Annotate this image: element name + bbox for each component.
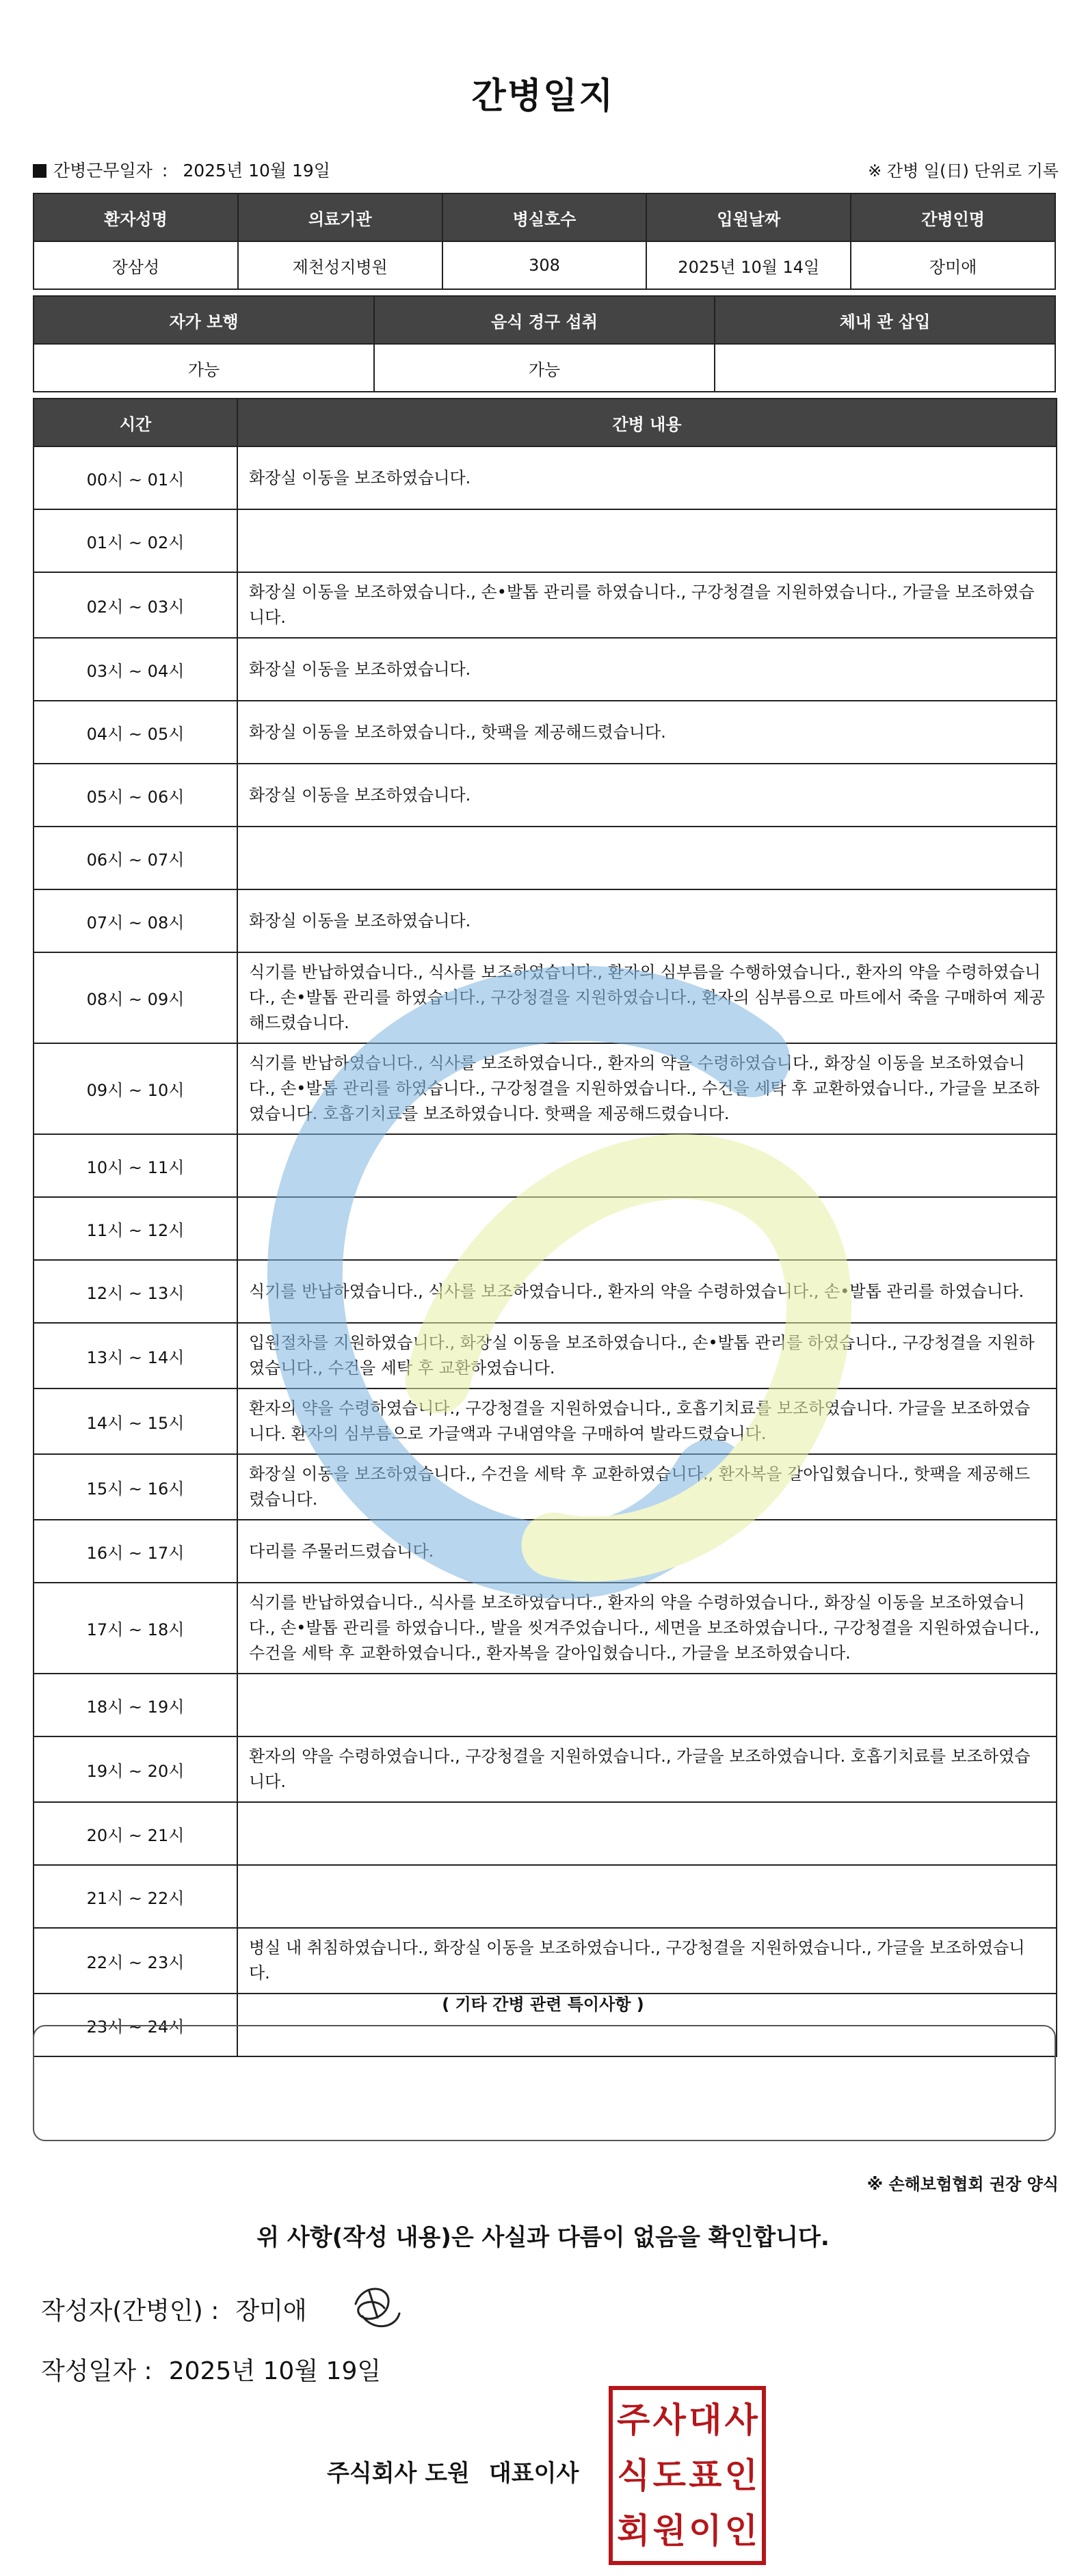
log-row — [34, 764, 1057, 827]
log-time: 12시 ~ 13시 — [34, 1260, 237, 1323]
log-time: 05시 ~ 06시 — [34, 764, 237, 827]
signature-icon — [342, 2277, 403, 2338]
log-time: 14시 ~ 15시 — [34, 1388, 237, 1454]
seal-char: 주 — [617, 2400, 650, 2441]
log-row — [34, 572, 1057, 638]
seal-char: 사 — [724, 2400, 758, 2441]
ceo-label: 대표이사 — [488, 2460, 579, 2487]
log-content: 입원절차를 지원하였습니다., 화장실 이동을 보조하였습니다., 손•발톱 관리를 하였습니다., 구강청결을 지원하였습니다., 수건을 세탁 후 교환하였습니다. — [237, 1323, 1057, 1388]
oral-intake-value: 가능 — [374, 344, 715, 392]
admission-date: 2025년 10월 14일 — [646, 241, 851, 289]
log-content: 화장실 이동을 보조하였습니다. — [237, 446, 1057, 509]
log-row — [34, 1134, 1057, 1197]
log-row — [34, 1520, 1057, 1583]
log-time: 08시 ~ 09시 — [34, 952, 237, 1043]
work-date-colon: : — [161, 161, 168, 180]
seal-char: 이 — [689, 2510, 722, 2551]
log-row — [34, 952, 1057, 1043]
log-row — [34, 701, 1057, 764]
log-row — [34, 1802, 1057, 1865]
header-care-content: 간병 내용 — [237, 399, 1057, 446]
log-time: 16시 ~ 17시 — [34, 1520, 237, 1583]
log-content — [237, 509, 1057, 572]
work-date-value: 2025년 10월 19일 — [183, 161, 330, 180]
log-content: 식기를 반납하였습니다., 식사를 보조하였습니다., 환자의 약을 수령하였습니다., 화장실 이동을 보조하였습니다., 손•발톱 관리를 하였습니다., 발을 씻겨주었습니다., 세면을 보조하였습니다., 구강청결을 지원하였습니다., 수건을 세탁 후 교환하였습니다., 환자복을 갈아입혔습니다., 가글을 보조하였습니다. — [237, 1583, 1057, 1674]
log-time: 03시 ~ 04시 — [34, 638, 237, 701]
log-content: 식기를 반납하였습니다., 식사를 보조하였습니다., 환자의 약을 수령하였습니다., 손•발톱 관리를 하였습니다. — [237, 1260, 1057, 1323]
association-note: ※ 손해보험협회 권장 양식 — [866, 2175, 1059, 2194]
log-content: 식기를 반납하였습니다., 식사를 보조하였습니다., 환자의 약을 수령하였습니다., 화장실 이동을 보조하였습니다., 손•발톱 관리를 하였습니다., 구강청결을 지원하였습니다., 수건을 세탁 후 교환하였습니다., 가글을 보조하였습니다. 호흡기치료를 보조하였습니다. 핫팩을 제공해드렸습니다. — [237, 1043, 1057, 1134]
header-caregiver-name: 간병인명 — [851, 193, 1055, 241]
log-content: 환자의 약을 수령하였습니다., 구강청결을 지원하였습니다., 호흡기치료를 보조하였습니다. 가글을 보조하였습니다. 환자의 심부름으로 가글액과 구내염약을 구매하여 발라드렸습니다. — [237, 1388, 1057, 1454]
log-row — [34, 1583, 1057, 1674]
log-content — [237, 827, 1057, 889]
log-time: 18시 ~ 19시 — [34, 1674, 237, 1736]
room-number: 308 — [442, 241, 647, 289]
seal-char: 사 — [652, 2400, 686, 2441]
seal-char: 대 — [689, 2400, 722, 2441]
square-bullet-icon — [33, 164, 47, 178]
hospital-name: 제천성지병원 — [238, 241, 442, 289]
log-time: 15시 ~ 16시 — [34, 1454, 237, 1520]
seal-char: 원 — [652, 2510, 686, 2551]
log-row — [34, 446, 1057, 509]
log-time: 04시 ~ 05시 — [34, 701, 237, 764]
log-time: 00시 ~ 01시 — [34, 446, 237, 509]
write-date-label: 작성일자 : — [41, 2357, 153, 2385]
log-row — [34, 1928, 1057, 1994]
log-row — [34, 1736, 1057, 1802]
header-admission-date: 입원날짜 — [646, 193, 851, 241]
confirmation-statement: 위 사항(작성 내용)은 사실과 다름이 없음을 확인합니다. — [256, 2224, 830, 2251]
log-content — [237, 1865, 1057, 1928]
log-row — [34, 1454, 1057, 1520]
writer-line — [41, 2292, 307, 2326]
writer-name: 장미애 — [235, 2297, 307, 2325]
header-patient-name: 환자성명 — [34, 193, 238, 241]
log-content: 화장실 이동을 보조하였습니다., 핫팩을 제공해드렸습니다. — [237, 701, 1057, 764]
log-time: 22시 ~ 23시 — [34, 1928, 237, 1994]
log-row — [34, 1865, 1057, 1928]
log-row — [34, 1043, 1057, 1134]
log-row — [34, 1197, 1057, 1260]
log-time: 02시 ~ 03시 — [34, 572, 237, 638]
log-time: 21시 ~ 22시 — [34, 1865, 237, 1928]
seal-char: 인 — [724, 2455, 758, 2495]
log-content — [237, 1674, 1057, 1736]
log-content: 화장실 이동을 보조하였습니다. — [237, 889, 1057, 952]
log-content: 병실 내 취침하였습니다., 화장실 이동을 보조하였습니다., 구강청결을 지원하였습니다., 가글을 보조하였습니다. — [237, 1928, 1057, 1994]
patient-ability-table — [33, 295, 1056, 392]
hourly-log-table — [33, 398, 1057, 2057]
header-self-walking: 자가 보행 — [34, 296, 374, 344]
log-content: 화장실 이동을 보조하였습니다. — [237, 638, 1057, 701]
log-body — [34, 446, 1057, 2056]
patient-name: 장삼성 — [34, 241, 238, 289]
header-room-number: 병실호수 — [442, 193, 647, 241]
work-date-line — [33, 157, 330, 182]
header-tube-insertion: 체내 관 삽입 — [715, 296, 1055, 344]
log-time: 20시 ~ 21시 — [34, 1802, 237, 1865]
notes-title: ( 기타 간병 관련 특이사항 ) — [442, 1995, 644, 2014]
log-row — [34, 889, 1057, 952]
write-date-line — [41, 2352, 381, 2387]
log-row — [34, 1323, 1057, 1388]
company-name: 주식회사 도원 — [327, 2460, 470, 2487]
log-time: 01시 ~ 02시 — [34, 509, 237, 572]
log-row — [34, 1674, 1057, 1736]
log-content — [237, 1802, 1057, 1865]
log-content: 식기를 반납하였습니다., 식사를 보조하였습니다., 환자의 심부름을 수행하였습니다., 환자의 약을 수령하였습니다., 손•발톱 관리를 하였습니다., 구강청결을 지원하였습니다., 환자의 심부름으로 마트에서 죽을 구매하여 제공해드렸습니다. — [237, 952, 1057, 1043]
company-seal-stamp — [609, 2386, 766, 2565]
log-time: 09시 ~ 10시 — [34, 1043, 237, 1134]
seal-char: 식 — [617, 2455, 650, 2495]
write-date-value: 2025년 10월 19일 — [168, 2357, 382, 2385]
log-row — [34, 827, 1057, 889]
log-time: 19시 ~ 20시 — [34, 1736, 237, 1802]
log-content: 화장실 이동을 보조하였습니다., 수건을 세탁 후 교환하였습니다., 환자복을 갈아입혔습니다., 핫팩을 제공해드렸습니다. — [237, 1454, 1057, 1520]
seal-char: 인 — [724, 2510, 758, 2551]
seal-char: 표 — [689, 2455, 722, 2495]
notes-box — [33, 2025, 1056, 2141]
header-hospital: 의료기관 — [238, 193, 442, 241]
log-time: 23시 ~ 24시 — [34, 1994, 237, 2056]
log-row — [34, 509, 1057, 572]
caregiver-name: 장미애 — [851, 241, 1055, 289]
log-row — [34, 1260, 1057, 1323]
log-content: 다리를 주물러드렸습니다. — [237, 1520, 1057, 1583]
company-line — [327, 2454, 579, 2488]
unit-note: ※ 간병 일(日) 단위로 기록 — [868, 161, 1059, 180]
log-content — [237, 1134, 1057, 1197]
log-content: 환자의 약을 수령하였습니다., 구강청결을 지원하였습니다., 가글을 보조하였습니다. 호흡기치료를 보조하였습니다. — [237, 1736, 1057, 1802]
log-content: 화장실 이동을 보조하였습니다., 손•발톱 관리를 하였습니다., 구강청결을 지원하였습니다., 가글을 보조하였습니다. — [237, 572, 1057, 638]
header-oral-intake: 음식 경구 섭취 — [374, 296, 715, 344]
seal-char: 회 — [617, 2510, 650, 2551]
seal-char: 도 — [652, 2455, 686, 2495]
log-content — [237, 1197, 1057, 1260]
self-walking-value: 가능 — [34, 344, 374, 392]
header-time: 시간 — [34, 399, 237, 446]
log-time: 13시 ~ 14시 — [34, 1323, 237, 1388]
log-row — [34, 1388, 1057, 1454]
page-title: 간병일지 — [471, 76, 615, 117]
log-content: 화장실 이동을 보조하였습니다. — [237, 764, 1057, 827]
log-time: 06시 ~ 07시 — [34, 827, 237, 889]
tube-insertion-value — [715, 344, 1055, 392]
log-time: 17시 ~ 18시 — [34, 1583, 237, 1674]
writer-label: 작성자(간병인) : — [41, 2297, 220, 2325]
log-row — [34, 638, 1057, 701]
work-date-label: 간병근무일자 — [53, 161, 153, 180]
log-time: 10시 ~ 11시 — [34, 1134, 237, 1197]
patient-info-table — [33, 193, 1056, 290]
log-time: 11시 ~ 12시 — [34, 1197, 237, 1260]
log-time: 07시 ~ 08시 — [34, 889, 237, 952]
